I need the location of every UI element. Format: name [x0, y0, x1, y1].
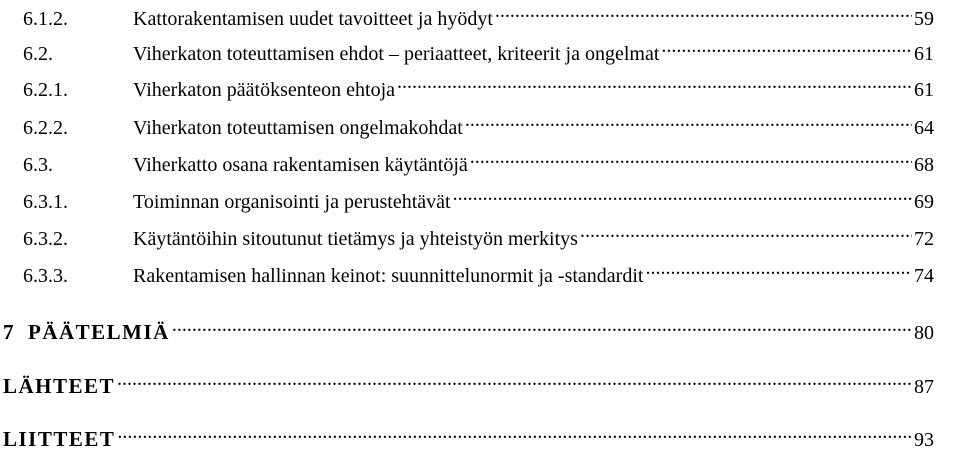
toc-chapter-page: 93 — [914, 429, 934, 451]
dot-leader — [465, 108, 912, 134]
toc-entry-page: 72 — [914, 228, 934, 250]
toc-entry-page: 69 — [914, 191, 934, 213]
toc-entry[interactable] — [23, 70, 934, 101]
toc-entry-title: Viherkatto osana rakentamisen käytäntöjä — [133, 154, 468, 176]
toc-entry-number: 6.3.1. — [23, 191, 68, 213]
toc-entry-page: 64 — [914, 117, 934, 139]
toc-chapter-title: PÄÄTELMIÄ — [28, 320, 170, 344]
toc-entry-page: 61 — [914, 43, 934, 65]
toc-entry-page: 74 — [914, 265, 934, 287]
dot-leader — [645, 256, 912, 282]
dot-leader — [661, 34, 912, 60]
toc-entry-title: Toiminnan organisointi ja perustehtävät — [133, 191, 451, 213]
toc-entry[interactable] — [23, 108, 934, 139]
toc-entry[interactable] — [23, 0, 934, 30]
dot-leader — [495, 0, 912, 25]
toc-chapter[interactable] — [3, 313, 934, 344]
toc-chapter-number: 7 — [3, 320, 14, 344]
toc-chapter-page: 87 — [914, 376, 934, 398]
toc-entry-number: 6.3. — [23, 154, 53, 176]
toc-entry-page: 61 — [914, 79, 934, 101]
dot-leader — [397, 70, 912, 96]
dot-leader — [580, 219, 912, 245]
toc-entry-number: 6.2.1. — [23, 79, 68, 101]
dot-leader — [470, 145, 912, 171]
toc-chapter-title: LÄHTEET — [3, 374, 116, 398]
toc-chapter-page: 80 — [914, 322, 934, 344]
toc-entry-page: 68 — [914, 154, 934, 176]
dot-leader — [117, 367, 912, 393]
toc-entry-page: 59 — [914, 8, 934, 30]
toc-entry-title: Viherkaton toteuttamisen ehdot – periaatteet, kriteerit ja ongelmat — [133, 43, 660, 65]
toc-chapter[interactable] — [3, 367, 934, 398]
toc-entry-title: Käytäntöihin sitoutunut tietämys ja yhteistyön merkitys — [133, 228, 578, 250]
toc-chapter-title: LIITTEET — [3, 427, 116, 451]
toc-entry-number: 6.2. — [23, 43, 53, 65]
toc-entry-number: 6.3.3. — [23, 265, 68, 287]
toc-entry-title: Viherkaton päätöksenteon ehtoja — [133, 79, 396, 101]
toc-chapter[interactable] — [3, 420, 934, 451]
dot-leader — [172, 313, 912, 339]
toc-entry-number: 6.1.2. — [23, 8, 68, 30]
dot-leader — [117, 420, 912, 446]
toc-entry-number: 6.3.2. — [23, 228, 68, 250]
toc-entry[interactable] — [23, 145, 934, 176]
toc-entry[interactable] — [23, 182, 934, 213]
toc-entry[interactable] — [23, 34, 934, 65]
toc-entry-title: Rakentamisen hallinnan keinot: suunnittelunormit ja -standardit — [133, 265, 644, 287]
toc-entry-title: Kattorakentamisen uudet tavoitteet ja hyödyt — [133, 8, 493, 30]
toc-entry[interactable] — [23, 256, 934, 287]
dot-leader — [453, 182, 912, 208]
toc-entry-number: 6.2.2. — [23, 117, 68, 139]
toc-entry[interactable] — [23, 219, 934, 250]
toc-entry-title: Viherkaton toteuttamisen ongelmakohdat — [133, 117, 463, 139]
